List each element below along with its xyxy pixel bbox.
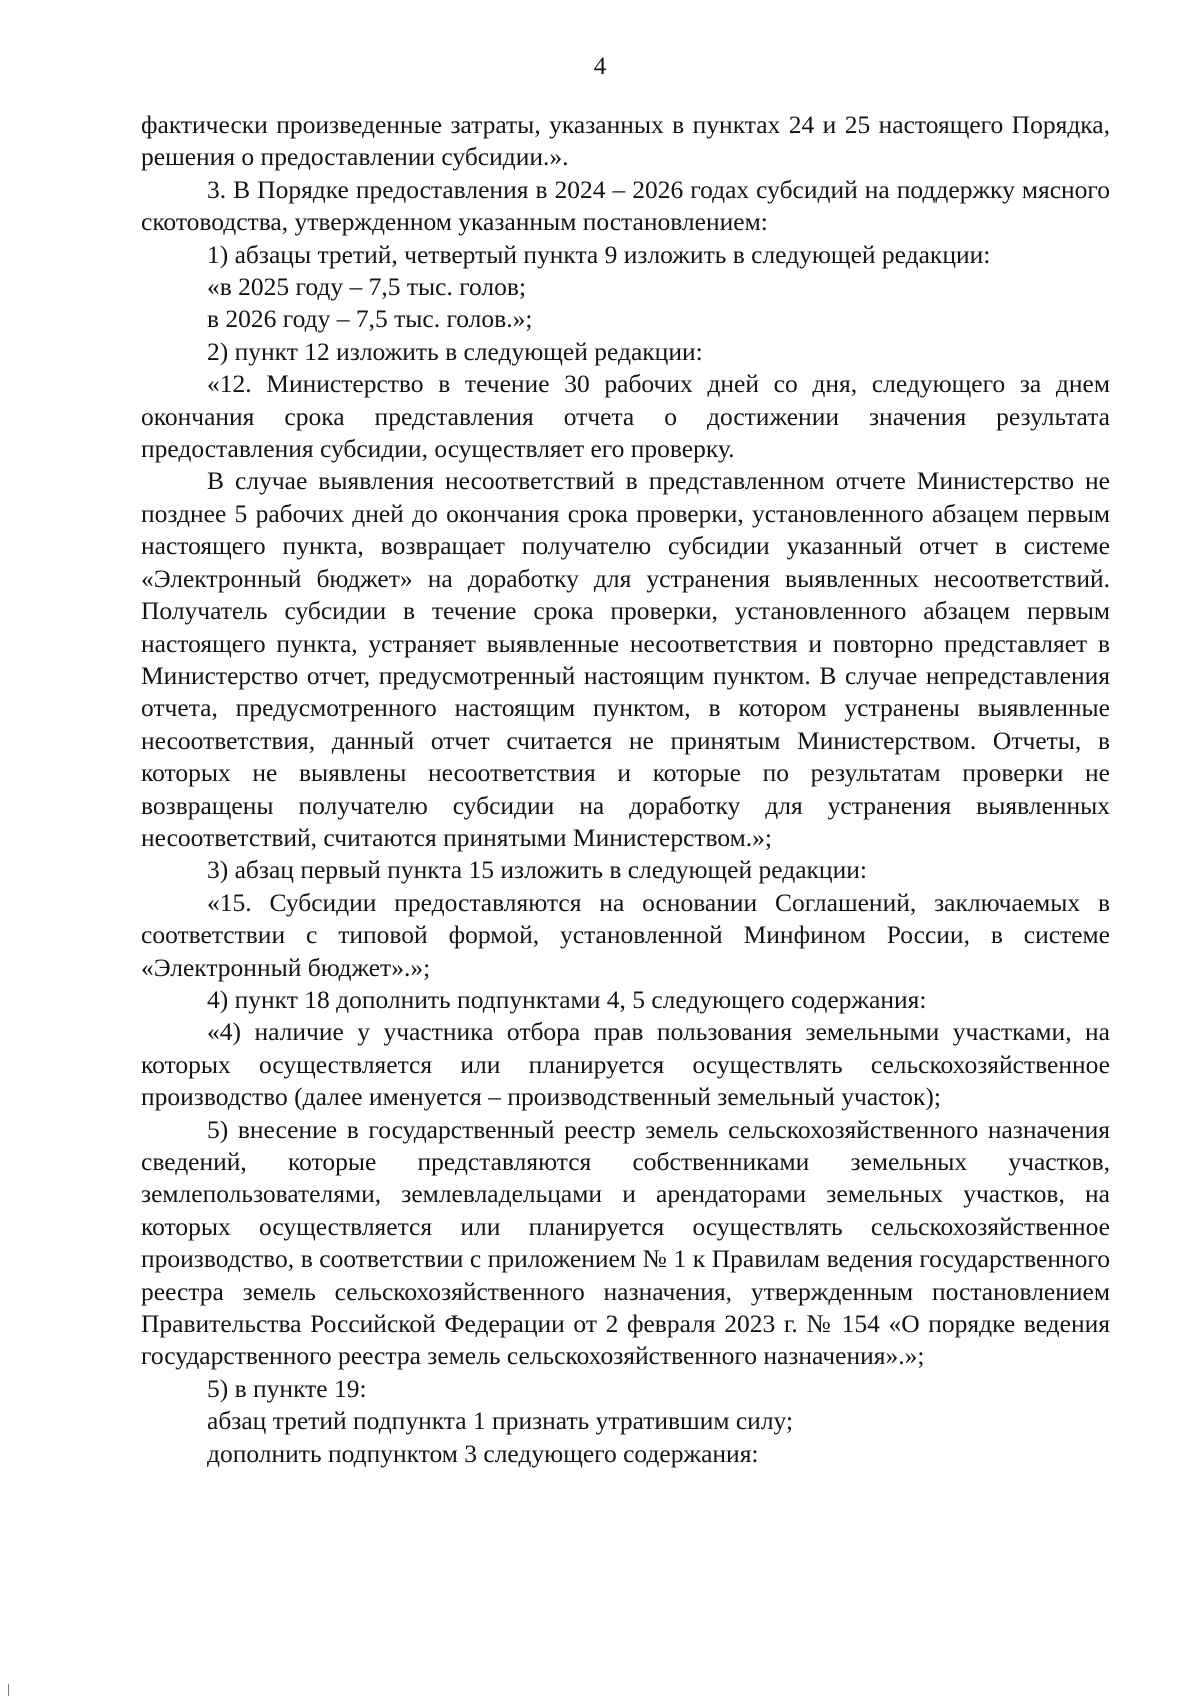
paragraph-subitem-2: 2) пункт 12 изложить в следующей редакции:	[207, 336, 703, 366]
paragraph-point-15: «15. Субсидии предоставляются на основании Соглашений, заключаемых в соответствии с типовой формой, установленной Минфином России, в системе «Электронный бюджет».»;	[141, 887, 1110, 982]
paragraph-subpoint-4: «4) наличие у участника отбора прав пользования земельными участками, на которых осуществляется или планируется осуществлять сельскохозяйственное производство (далее именуется – производственный земельный участок);	[141, 1017, 1110, 1112]
paragraph-subitem-5: 5) в пункте 19:	[207, 1373, 367, 1403]
paragraph-quote-2025: «в 2025 году – 7,5 тыс. голов;	[207, 272, 527, 302]
paragraph-point-12-case: В случае выявления несоответствий в представленном отчете Министерство не позднее 5 рабочих дней до окончания срока проверки, установленного абзацем первым настоящего пункта, возвращает получателю субсидии указанный отчет в системе «Электронный бюджет» на доработку для устранения выявленных несоответствий. Получатель субсидии в течение срока проверки, установленного абзацем первым настоящего пункта, устраняет выявленные несоответствия и повторно представляет в Министерство отчет, предусмотренный настоящим пунктом. В случае непредставления отчета, предусмотренного настоящим пунктом, в котором устранены выявленные несоответствия, данный отчет считается не принятым Министерством. Отчеты, в которых не выявлены несоответствия и которые по результатам проверки не возвращены получателю субсидии на доработку для устранения выявленных несоответствий, считаются принятыми Министерством.»;	[141, 466, 1110, 852]
paragraph-subitem-1: 1) абзацы третий, четвертый пункта 9 изложить в следующей редакции:	[207, 239, 991, 269]
paragraph-quote-2026: в 2026 году – 7,5 тыс. голов.»;	[207, 304, 533, 334]
paragraph-subitem-3: 3) абзац первый пункта 15 изложить в следующей редакции:	[207, 855, 867, 885]
paragraph-subitem-4: 4) пункт 18 дополнить подпунктами 4, 5 следующего содержания:	[207, 984, 927, 1014]
page-number: 4	[593, 53, 607, 80]
paragraph-add-subpoint-3: дополнить подпунктом 3 следующего содержания:	[207, 1438, 759, 1468]
paragraph-continuation: фактически произведенные затраты, указанных в пунктах 24 и 25 настоящего Порядка, решения о предоставлении субсидии.».	[141, 110, 1110, 172]
document-body	[141, 109, 1110, 1470]
paragraph-repeal: абзац третий подпункта 1 признать утратившим силу;	[207, 1406, 794, 1436]
paragraph-point-12: «12. Министерство в течение 30 рабочих дней со дня, следующего за днем окончания срока представления отчета о достижении значения результата предоставления субсидии, осуществляет его проверку.	[141, 369, 1110, 464]
scan-edge-mark	[8, 1684, 9, 1696]
paragraph-subpoint-5: 5) внесение в государственный реестр земель сельскохозяйственного назначения сведений, которые представляются собственниками земельных участков, землепользователями, землевладельцами и арендаторами земельных участков, на которых осуществляется или планируется осуществлять сельскохозяйственное производство, в соответствии с приложением № 1 к Правилам ведения государственного реестра земель сельскохозяйственного назначения, утвержденным постановлением Правительства Российской Федерации от 2 февраля 2023 г. № 154 «О порядке ведения государственного реестра земель сельскохозяйственного назначения».»;	[141, 1114, 1110, 1371]
paragraph-item-3: 3. В Порядке предоставления в 2024 – 2026 годах субсидий на поддержку мясного скотоводства, утвержденном указанным постановлением:	[141, 174, 1110, 237]
